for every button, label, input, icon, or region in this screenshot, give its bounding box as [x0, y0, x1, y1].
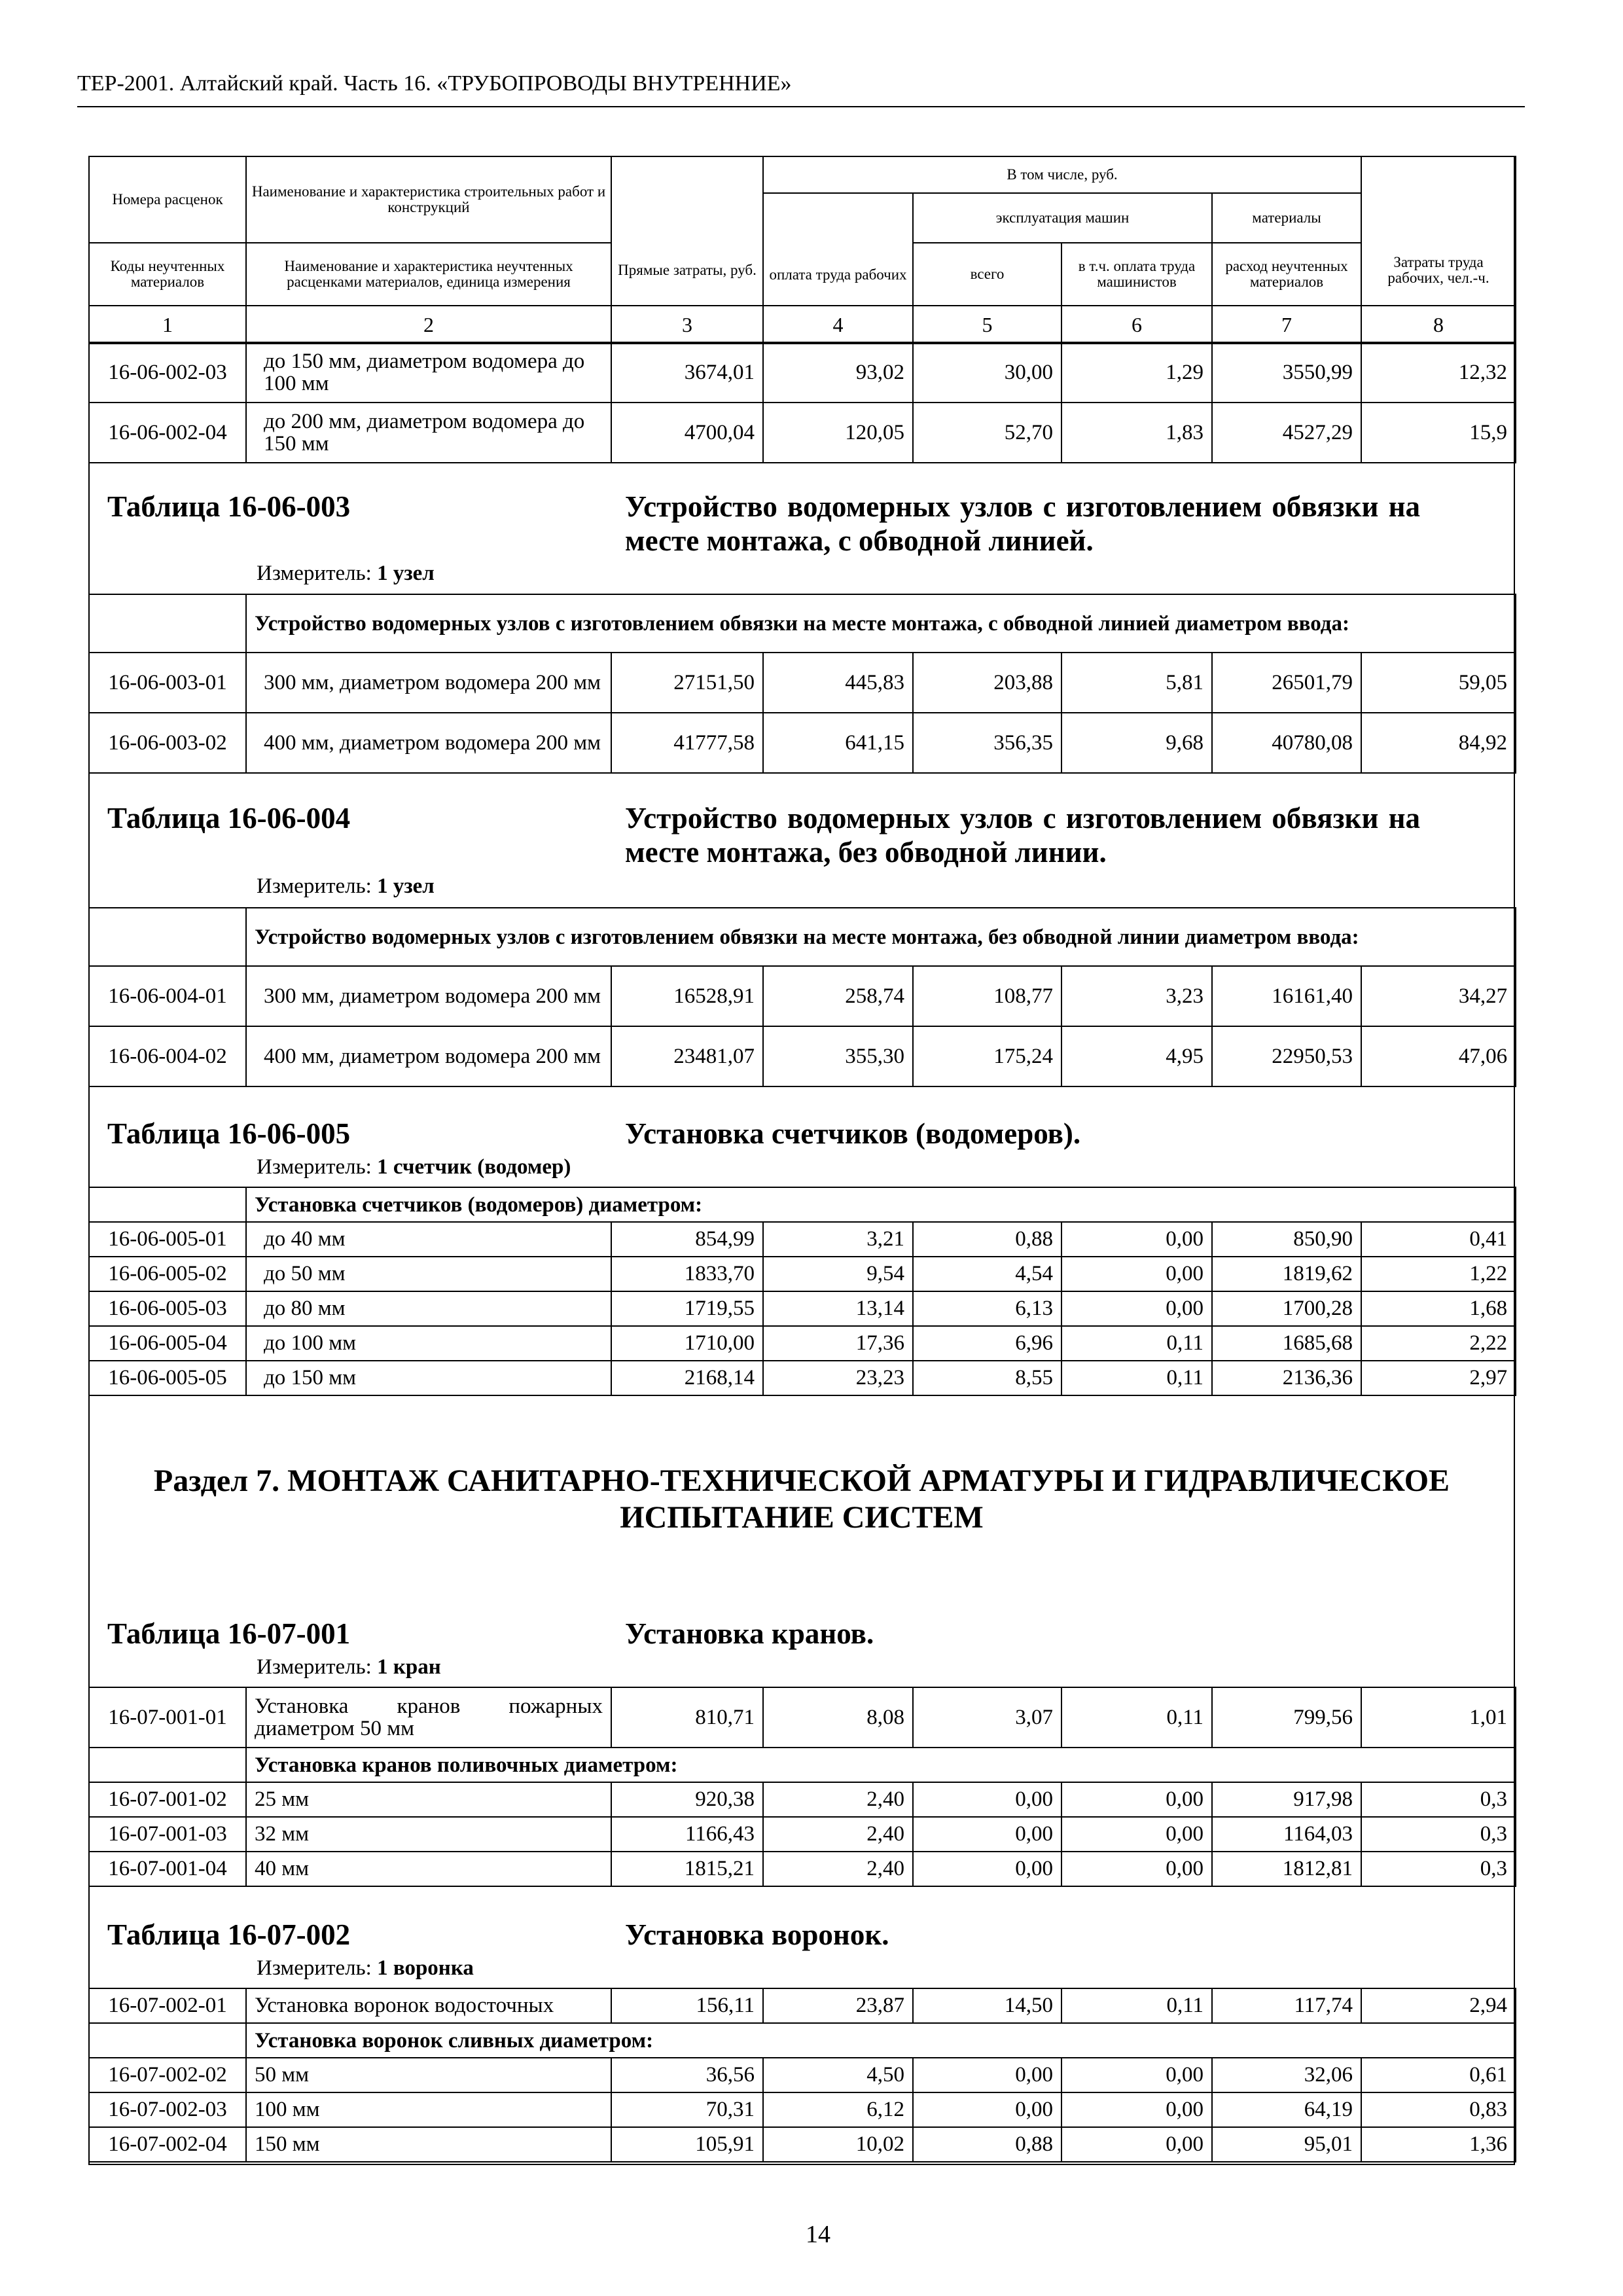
rates-table-16-06-002: [88, 342, 1516, 463]
table-row: [89, 2058, 1516, 2092]
machines-total: 0,00: [913, 2058, 1061, 2092]
col-number: 5: [913, 306, 1061, 344]
labor-pay: 4,50: [763, 2058, 913, 2092]
machines-total: 175,24: [913, 1026, 1061, 1086]
rate-name: 32 мм: [246, 1817, 611, 1852]
labor-hours: 1,36: [1361, 2127, 1516, 2162]
machines-total: 6,96: [913, 1326, 1061, 1361]
machines-total: 108,77: [913, 966, 1061, 1026]
column-header-table: [88, 156, 1516, 344]
group-heading: Установка воронок сливных диаметром:: [246, 2023, 1516, 2058]
machines-labor: 0,00: [1061, 1222, 1212, 1257]
rate-name: 150 мм: [246, 2127, 611, 2162]
labor-hours: 0,3: [1361, 1852, 1516, 1886]
materials: 3550,99: [1212, 342, 1361, 403]
rates-table-16-06-003: [88, 594, 1516, 774]
direct-cost: 854,99: [611, 1222, 763, 1257]
labor-pay: 2,40: [763, 1817, 913, 1852]
machines-labor: 0,00: [1061, 1817, 1212, 1852]
rate-code: 16-06-002-03: [89, 342, 246, 403]
header-including: В том числе, руб.: [763, 156, 1361, 193]
rate-code: 16-06-005-04: [89, 1326, 246, 1361]
rate-name: до 200 мм, диаметром водомера до 150 мм: [246, 403, 611, 463]
rate-name: 40 мм: [246, 1852, 611, 1886]
rate-code: 16-07-002-01: [89, 1988, 246, 2023]
machines-total: 8,55: [913, 1361, 1061, 1395]
direct-cost: 27151,50: [611, 653, 763, 713]
col-number: 6: [1061, 306, 1212, 344]
header-materials-unaccounted: расход неучтенных материалов: [1212, 243, 1361, 306]
labor-pay: 10,02: [763, 2127, 913, 2162]
labor-hours: 15,9: [1361, 403, 1516, 463]
header-work-name: Наименование и характеристика строительных работ и конструкций: [246, 156, 611, 243]
machines-labor: 0,11: [1061, 1361, 1212, 1395]
direct-cost: 3674,01: [611, 342, 763, 403]
rate-name: до 100 мм: [246, 1326, 611, 1361]
machines-labor: 0,11: [1061, 1988, 1212, 2023]
direct-cost: 1166,43: [611, 1817, 763, 1852]
materials: 22950,53: [1212, 1026, 1361, 1086]
table-row: [89, 653, 1516, 713]
table-title-16-07-002: Таблица 16-07-002: [107, 1918, 351, 1951]
direct-cost: 920,38: [611, 1782, 763, 1817]
machines-total: 6,13: [913, 1291, 1061, 1326]
materials: 1819,62: [1212, 1257, 1361, 1291]
machines-labor: 0,00: [1061, 1852, 1212, 1886]
rate-code: 16-06-004-02: [89, 1026, 246, 1086]
unit-label: Измеритель:: [257, 562, 372, 585]
header-machines-labor: в т.ч. оплата труда машинистов: [1061, 243, 1212, 306]
table-row: [89, 966, 1516, 1026]
header-rule: [77, 106, 1525, 107]
labor-hours: 1,22: [1361, 1257, 1516, 1291]
page-number: 14: [806, 2221, 830, 2248]
direct-cost: 1833,70: [611, 1257, 763, 1291]
table-description-16-07-002: Установка воронок.: [625, 1918, 889, 1951]
rate-name: до 40 мм: [246, 1222, 611, 1257]
labor-pay: 93,02: [763, 342, 913, 403]
table-row: [89, 1687, 1516, 1748]
labor-hours: 34,27: [1361, 966, 1516, 1026]
machines-total: 203,88: [913, 653, 1061, 713]
rate-code: 16-06-002-04: [89, 403, 246, 463]
group-row: [89, 1187, 1516, 1222]
unit-16-06-003: [257, 560, 435, 586]
rate-name: 25 мм: [246, 1782, 611, 1817]
col-number: 7: [1212, 306, 1361, 344]
rate-code: 16-07-001-02: [89, 1782, 246, 1817]
table-row: [89, 1026, 1516, 1086]
rates-table-16-06-004: [88, 907, 1516, 1087]
machines-total: 0,00: [913, 1852, 1061, 1886]
unit-16-06-005: [257, 1154, 571, 1180]
labor-pay: 641,15: [763, 713, 913, 773]
labor-hours: 2,97: [1361, 1361, 1516, 1395]
labor-pay: 2,40: [763, 1782, 913, 1817]
labor-hours: 2,94: [1361, 1988, 1516, 2023]
machines-total: 4,54: [913, 1257, 1061, 1291]
machines-labor: 1,29: [1061, 342, 1212, 403]
rate-code: 16-06-003-01: [89, 653, 246, 713]
materials: 32,06: [1212, 2058, 1361, 2092]
machines-labor: 1,83: [1061, 403, 1212, 463]
group-row: [89, 2023, 1516, 2058]
labor-pay: 17,36: [763, 1326, 913, 1361]
direct-cost: 156,11: [611, 1988, 763, 2023]
machines-labor: 0,11: [1061, 1687, 1212, 1748]
machines-labor: 0,00: [1061, 1782, 1212, 1817]
labor-pay: 355,30: [763, 1026, 913, 1086]
rate-code: 16-06-004-01: [89, 966, 246, 1026]
table-description-16-06-005: Установка счетчиков (водомеров).: [625, 1117, 1081, 1150]
machines-labor: 0,11: [1061, 1326, 1212, 1361]
rates-table-16-06-005: [88, 1187, 1516, 1396]
direct-cost: 2168,14: [611, 1361, 763, 1395]
table-row: [89, 1782, 1516, 1817]
labor-hours: 0,41: [1361, 1222, 1516, 1257]
unit-value: 1 счетчик (водомер): [377, 1155, 571, 1179]
table-title-16-06-005: Таблица 16-06-005: [107, 1117, 351, 1150]
table-row: [89, 1257, 1516, 1291]
machines-total: 0,88: [913, 2127, 1061, 2162]
machines-total: 30,00: [913, 342, 1061, 403]
materials: 2136,36: [1212, 1361, 1361, 1395]
rates-table-16-07-001: [88, 1687, 1516, 1887]
machines-total: 14,50: [913, 1988, 1061, 2023]
header-direct-costs-text: Прямые затраты, руб.: [618, 262, 757, 278]
unit-16-07-001: [257, 1654, 441, 1680]
table-row: [89, 2127, 1516, 2162]
labor-pay: 23,87: [763, 1988, 913, 2023]
unit-label: Измеритель:: [257, 874, 372, 898]
table-row: [89, 2092, 1516, 2127]
direct-cost: 4700,04: [611, 403, 763, 463]
col-number: 3: [611, 306, 763, 344]
rate-code: 16-06-003-02: [89, 713, 246, 773]
rate-code: 16-06-005-01: [89, 1222, 246, 1257]
machines-labor: 0,00: [1061, 2127, 1212, 2162]
rate-name: 100 мм: [246, 2092, 611, 2127]
col-number: 1: [89, 306, 246, 344]
unit-16-07-002: [257, 1955, 474, 1981]
unit-label: Измеритель:: [257, 1655, 372, 1679]
direct-cost: 23481,07: [611, 1026, 763, 1086]
machines-total: 0,00: [913, 1782, 1061, 1817]
header-labor-cost: [1361, 156, 1516, 306]
table-title-16-07-001: Таблица 16-07-001: [107, 1617, 351, 1650]
unit-label: Измеритель:: [257, 1956, 372, 1980]
rate-name: 300 мм, диаметром водомера 200 мм: [246, 653, 611, 713]
rate-name: 300 мм, диаметром водомера 200 мм: [246, 966, 611, 1026]
machines-labor: 3,23: [1061, 966, 1212, 1026]
labor-hours: 1,01: [1361, 1687, 1516, 1748]
table-row: [89, 1988, 1516, 2023]
direct-cost: 1815,21: [611, 1852, 763, 1886]
labor-hours: 0,3: [1361, 1782, 1516, 1817]
direct-cost: 70,31: [611, 2092, 763, 2127]
unit-value: 1 узел: [377, 874, 435, 898]
direct-cost: 810,71: [611, 1687, 763, 1748]
labor-hours: 59,05: [1361, 653, 1516, 713]
table-row: [89, 1291, 1516, 1326]
rate-name: до 150 мм: [246, 1361, 611, 1395]
rate-name: 400 мм, диаметром водомера 200 мм: [246, 713, 611, 773]
machines-labor: 0,00: [1061, 2092, 1212, 2127]
rate-name: Установка воронок водосточных: [246, 1988, 611, 2023]
table-row: [89, 403, 1516, 463]
labor-hours: 2,22: [1361, 1326, 1516, 1361]
materials: 40780,08: [1212, 713, 1361, 773]
rate-code: 16-07-001-04: [89, 1852, 246, 1886]
rate-name: Установка кранов пожарных диаметром 50 мм: [246, 1687, 611, 1748]
materials: 850,90: [1212, 1222, 1361, 1257]
rate-code: 16-07-002-04: [89, 2127, 246, 2162]
direct-cost: 36,56: [611, 2058, 763, 2092]
materials: 799,56: [1212, 1687, 1361, 1748]
header-material-names: Наименование и характеристика неучтенных расценками материалов, единица измерения: [246, 243, 611, 306]
labor-hours: 84,92: [1361, 713, 1516, 773]
machines-total: 3,07: [913, 1687, 1061, 1748]
section-title-line-2: ИСПЫТАНИЕ СИСТЕМ: [620, 1500, 984, 1535]
table-row: [89, 713, 1516, 773]
direct-cost: 105,91: [611, 2127, 763, 2162]
materials: 1685,68: [1212, 1326, 1361, 1361]
rates-table-16-07-002: [88, 1988, 1516, 2162]
unit-16-06-004: [257, 873, 435, 899]
unit-value: 1 воронка: [377, 1956, 474, 1980]
materials: 1812,81: [1212, 1852, 1361, 1886]
rate-code: 16-06-005-02: [89, 1257, 246, 1291]
labor-pay: 2,40: [763, 1852, 913, 1886]
rate-code: 16-07-002-03: [89, 2092, 246, 2127]
header-rate-numbers: Номера расценок: [89, 156, 246, 243]
labor-hours: 0,61: [1361, 2058, 1516, 2092]
materials: 16161,40: [1212, 966, 1361, 1026]
machines-labor: 4,95: [1061, 1026, 1212, 1086]
group-row: [89, 594, 1516, 653]
table-row: [89, 1852, 1516, 1886]
rate-name: 400 мм, диаметром водомера 200 мм: [246, 1026, 611, 1086]
rate-name: до 50 мм: [246, 1257, 611, 1291]
group-row: [89, 1748, 1516, 1782]
table-row: [89, 342, 1516, 403]
col-number: 4: [763, 306, 913, 344]
table-row: [89, 1326, 1516, 1361]
materials: 117,74: [1212, 1988, 1361, 2023]
rate-code: 16-07-002-02: [89, 2058, 246, 2092]
labor-hours: 0,3: [1361, 1817, 1516, 1852]
labor-pay: 8,08: [763, 1687, 913, 1748]
col-number: 2: [246, 306, 611, 344]
materials: 95,01: [1212, 2127, 1361, 2162]
group-row: [89, 908, 1516, 966]
machines-labor: 0,00: [1061, 1257, 1212, 1291]
rate-name: до 150 мм, диаметром водомера до 100 мм: [246, 342, 611, 403]
header-materials: материалы: [1212, 193, 1361, 243]
machines-labor: 5,81: [1061, 653, 1212, 713]
labor-pay: 9,54: [763, 1257, 913, 1291]
rate-code: 16-06-005-05: [89, 1361, 246, 1395]
header-material-codes: Коды неучтенных материалов: [89, 243, 246, 306]
machines-total: 0,00: [913, 2092, 1061, 2127]
group-heading: Установка счетчиков (водомеров) диаметром:: [246, 1187, 1516, 1222]
section-title-line-1: Раздел 7. МОНТАЖ САНИТАРНО-ТЕХНИЧЕСКОЙ АРМАТУРЫ И ГИДРАВЛИЧЕСКОЕ: [153, 1463, 1450, 1498]
machines-labor: 9,68: [1061, 713, 1212, 773]
materials: 4527,29: [1212, 403, 1361, 463]
labor-pay: 3,21: [763, 1222, 913, 1257]
machines-labor: 0,00: [1061, 1291, 1212, 1326]
direct-cost: 1719,55: [611, 1291, 763, 1326]
machines-labor: 0,00: [1061, 2058, 1212, 2092]
direct-cost: 16528,91: [611, 966, 763, 1026]
header-labor-pay-text: оплата труда рабочих: [769, 266, 907, 283]
labor-pay: 6,12: [763, 2092, 913, 2127]
header-labor-pay: [763, 193, 913, 306]
table-row: [89, 1222, 1516, 1257]
materials: 1700,28: [1212, 1291, 1361, 1326]
table-description-16-06-003: Устройство водомерных узлов с изготовлением обвязки на месте монтажа, с обводной линией.: [625, 490, 1420, 557]
materials: 917,98: [1212, 1782, 1361, 1817]
labor-pay: 13,14: [763, 1291, 913, 1326]
header-direct-costs: [611, 156, 763, 306]
labor-hours: 1,68: [1361, 1291, 1516, 1326]
group-heading: Устройство водомерных узлов с изготовлением обвязки на месте монтажа, с обводной линией диаметром ввода:: [246, 594, 1516, 653]
section-title: [92, 1463, 1512, 1536]
table-row: [89, 1361, 1516, 1395]
group-heading: Устройство водомерных узлов с изготовлением обвязки на месте монтажа, без обводной линии диаметром ввода:: [246, 908, 1516, 966]
rate-code: 16-07-001-01: [89, 1687, 246, 1748]
rate-code: 16-06-005-03: [89, 1291, 246, 1326]
table-row: [89, 1817, 1516, 1852]
direct-cost: 41777,58: [611, 713, 763, 773]
direct-cost: 1710,00: [611, 1326, 763, 1361]
labor-pay: 23,23: [763, 1361, 913, 1395]
labor-pay: 445,83: [763, 653, 913, 713]
labor-hours: 0,83: [1361, 2092, 1516, 2127]
header-labor-cost-text: Затраты труда рабочих, чел.-ч.: [1387, 254, 1489, 286]
group-heading: Установка кранов поливочных диаметром:: [246, 1748, 1516, 1782]
table-description-16-06-004: Устройство водомерных узлов с изготовлением обвязки на месте монтажа, без обводной линии.: [625, 802, 1420, 869]
machines-total: 52,70: [913, 403, 1061, 463]
machines-total: 0,88: [913, 1222, 1061, 1257]
machines-total: 0,00: [913, 1817, 1061, 1852]
machines-total: 356,35: [913, 713, 1061, 773]
header-machines-total: всего: [913, 243, 1061, 306]
rate-code: 16-07-001-03: [89, 1817, 246, 1852]
rate-name: 50 мм: [246, 2058, 611, 2092]
table-title-16-06-004: Таблица 16-06-004: [107, 802, 351, 834]
materials: 26501,79: [1212, 653, 1361, 713]
rate-name: до 80 мм: [246, 1291, 611, 1326]
col-number: 8: [1361, 306, 1516, 344]
labor-hours: 12,32: [1361, 342, 1516, 403]
materials: 1164,03: [1212, 1817, 1361, 1852]
labor-pay: 120,05: [763, 403, 913, 463]
unit-value: 1 узел: [377, 562, 435, 585]
labor-hours: 47,06: [1361, 1026, 1516, 1086]
unit-label: Измеритель:: [257, 1155, 372, 1179]
unit-value: 1 кран: [377, 1655, 441, 1679]
running-header: ТЕР-2001. Алтайский край. Часть 16. «ТРУБОПРОВОДЫ ВНУТРЕННИЕ»: [77, 71, 792, 96]
table-title-16-06-003: Таблица 16-06-003: [107, 490, 351, 523]
labor-pay: 258,74: [763, 966, 913, 1026]
materials: 64,19: [1212, 2092, 1361, 2127]
table-description-16-07-001: Установка кранов.: [625, 1617, 874, 1650]
header-machines: эксплуатация машин: [913, 193, 1212, 243]
